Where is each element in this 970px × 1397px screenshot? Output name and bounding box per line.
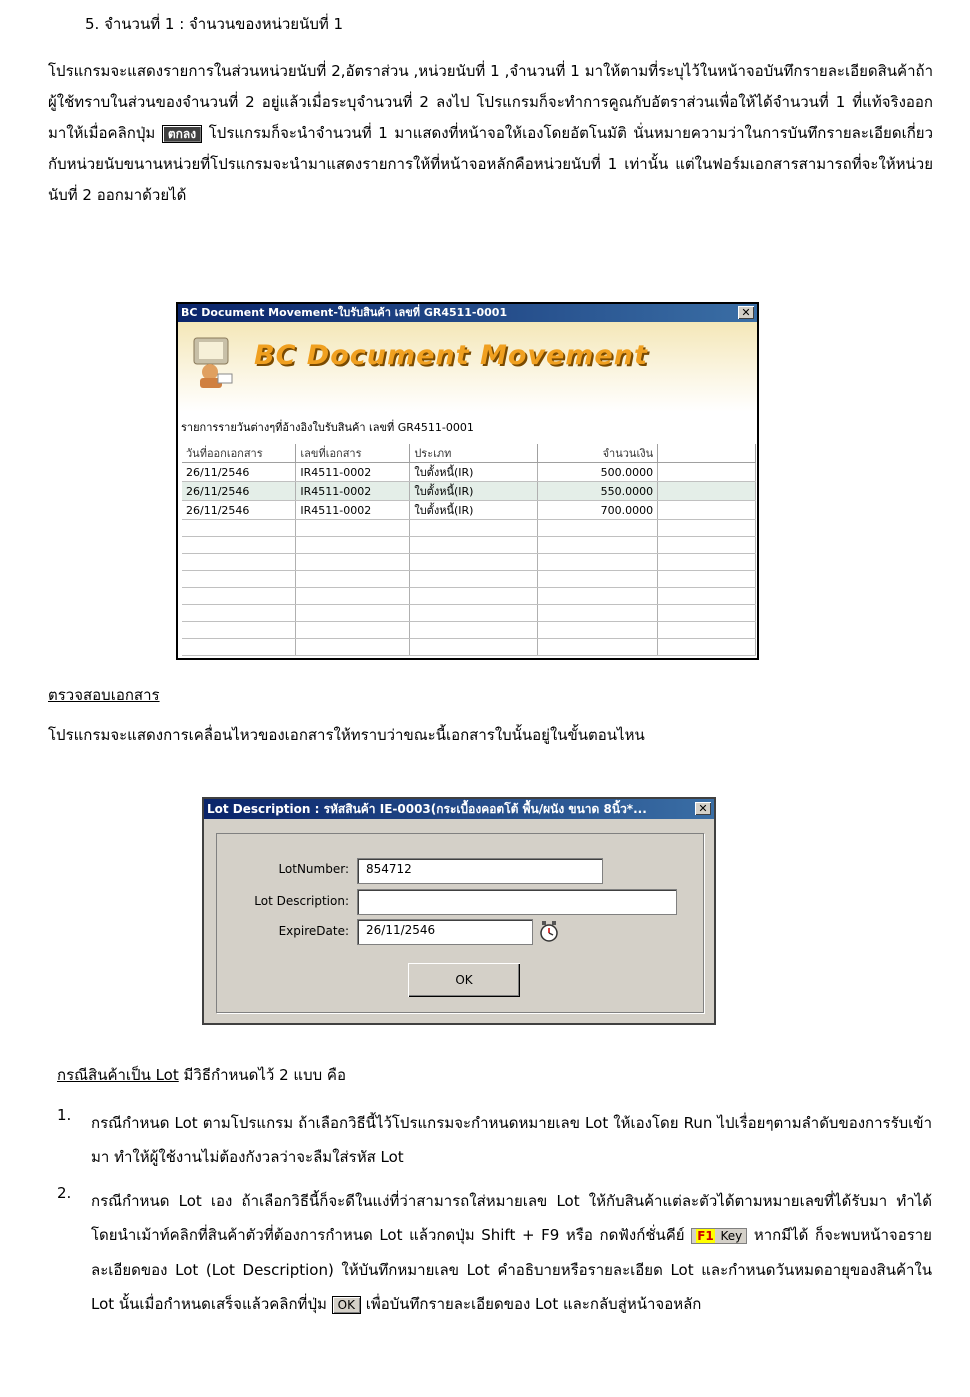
table-row-empty: [182, 554, 756, 571]
computer-user-icon: [188, 334, 236, 390]
table-row-empty: [182, 537, 756, 554]
lot-heading-rest: มีวิธีกำหนดไว้ 2 แบบ คือ: [183, 1066, 346, 1084]
section-check-heading: ตรวจสอบเอกสาร: [48, 686, 160, 704]
list-caption: รายการรายวันต่างๆที่อ้างอิงใบรับสินค้า เลขที่ GR4511-0001: [181, 421, 474, 434]
item-5-quantity: 5. จำนวนที่ 1 : จำนวนของหน่วยนับที่ 1: [85, 15, 344, 33]
table-row[interactable]: 26/11/2546 IR4511-0002 ใบตั้งหนี้(IR) 550.0000: [182, 482, 756, 501]
lot-description-input[interactable]: [357, 889, 677, 915]
lot-item-1-number: 1.: [57, 1106, 72, 1124]
intro-text-2: โปรแกรมก็จะนำจำนวนที่ 1 มาแสดงที่หน้าจอให้เองโดยอัตโนมัติ นั่นหมายความว่าในการบันทึกรายละเอียดเกี่ยวกับหน่วยนับขนานหน่วยที่โปรแกรมจะนำมาแสดงรายการให้ที่หน้าจอหลักคือหน่วยนับที่ 1 เท่านั้น แต่ในฟอร์มเอกสารสามารถที่จะให้หน่วยนับที่ 2 ออกมาด้วยได้: [48, 124, 933, 204]
lot-number-input[interactable]: 854712: [357, 858, 603, 884]
col-docno[interactable]: เลขที่เอกสาร: [296, 444, 410, 463]
lot-number-label: LotNumber:: [278, 862, 349, 876]
section-check-text: โปรแกรมจะแสดงการเคลื่อนไหวของเอกสารให้ทราบว่าขณะนี้เอกสารใบนั้นอยู่ในขั้นตอนไหน: [48, 726, 645, 744]
lot-heading-line: [57, 1063, 346, 1087]
table-row[interactable]: 26/11/2546 IR4511-0002 ใบตั้งหนี้(IR) 700.0000: [182, 501, 756, 520]
document-movement-window: [176, 302, 759, 660]
lot-item-2-text-a: กรณีกำหนด Lot เอง ถ้าเลือกวิธีนี้ก็จะดีในแง่ที่ว่าสามารถใส่หมายเลข Lot ให้กับสินค้าแต่ละตัวได้ตามหมายเลขที่ได้รับมา ทำได้โดยนำเม้าท์คลิกที่สินค้าตัวที่ต้องการกำหนด Lot แล้วกดปุ่ม Shift + F9 หรือ กดฟังก์ชั่นคีย์: [91, 1192, 932, 1244]
expire-date-input[interactable]: 26/11/2546: [357, 919, 533, 945]
lot-heading: กรณีสินค้าเป็น Lot: [57, 1066, 179, 1084]
ok-button-ref: OK: [332, 1296, 361, 1314]
reference-table: [182, 444, 756, 656]
table-row-empty: [182, 571, 756, 588]
intro-paragraph: [48, 56, 933, 211]
table-row-empty: [182, 622, 756, 639]
lot-window-titlebar: [204, 799, 714, 819]
col-amount[interactable]: จำนวนเงิน: [538, 444, 658, 463]
ok-button[interactable]: OK: [408, 963, 520, 997]
table-row[interactable]: 26/11/2546 IR4511-0002 ใบตั้งหนี้(IR) 500.0000: [182, 463, 756, 482]
lot-window-title: Lot Description : รหัสสินค้า IE-0003(กระเบื้องคอตโต้ พื้น/ผนัง ขนาด 8นิ้ว*...: [207, 802, 647, 816]
f1-key-suffix: Key: [720, 1229, 743, 1243]
banner: [178, 322, 757, 412]
lot-item-2-text-b: หากมีได้ ก็จะพบหน้าจอรายละเอียดของ Lot (Lot Description) ให้บันทึกหมายเลข Lot คำอธิบายหรือรายละเอียด Lot และกำหนดวันหมดอายุของสินค้าใน Lot นั้นเมื่อกำหนดเสร็จแล้วคลิกที่ปุ่ม: [91, 1226, 932, 1313]
col-type[interactable]: ประเภท: [410, 444, 538, 463]
close-icon[interactable]: ✕: [738, 306, 754, 319]
lot-description-label: Lot Description:: [254, 894, 349, 908]
lot-item-2-number: 2.: [57, 1184, 72, 1202]
window-title: BC Document Movement-ใบรับสินค้า เลขที่ GR4511-0001: [181, 306, 508, 319]
lot-description-window: [202, 797, 716, 1025]
table-row-empty: [182, 588, 756, 605]
calendar-clock-icon[interactable]: [538, 920, 560, 944]
f1-key-label: F1: [697, 1229, 714, 1243]
ok-thai-button-ref: ตกลง: [162, 125, 202, 143]
f1-key-ref: [691, 1228, 747, 1244]
lot-item-2: [91, 1184, 932, 1321]
document-movement-titlebar: [178, 304, 757, 322]
expire-date-label: ExpireDate:: [278, 924, 349, 938]
close-icon[interactable]: ✕: [695, 802, 711, 815]
table-header: [182, 444, 756, 463]
table-row-empty: [182, 520, 756, 537]
col-date[interactable]: วันที่ออกเอกสาร: [182, 444, 296, 463]
lot-item-1: กรณีกำหนด Lot ตามโปรแกรม ถ้าเลือกวิธีนี้ไว้โปรแกรมจะกำหนดหมายเลข Lot ให้เองโดย Run ไปเรื่อยๆตามลำดับของการรับเข้ามา ทำให้ผู้ใช้งานไม่ต้องกังวลว่าจะลืมใส่รหัส Lot: [91, 1114, 932, 1166]
table-row-empty: [182, 605, 756, 622]
intro-text-1: โปรแกรมจะแสดงรายการในส่วนหน่วยนับที่ 2,อัตราส่วน ,หน่วยนับที่ 1 ,จำนวนที่ 1 มาให้ตามที่ระบุไว้ในหน้าจอบันทึกรายละเอียดสินค้าถ้าผู้ใช้ทราบในส่วนของจำนวนที่ 2 อยู่แล้วเมื่อระบุจำนวนที่ 2 ลงไป โปรแกรมก็จะทำการคูณกับอัตราส่วนเพื่อให้ได้จำนวนที่ 1 ที่แท้จริงออกมาให้เมื่อคลิกปุ่ม: [48, 62, 933, 142]
lot-item-2-text-c: เพื่อบันทึกรายละเอียดของ Lot และกลับสู่หน้าจอหลัก: [365, 1295, 702, 1313]
table-row-empty: [182, 639, 756, 656]
banner-title: BC Document Movement: [254, 340, 648, 371]
